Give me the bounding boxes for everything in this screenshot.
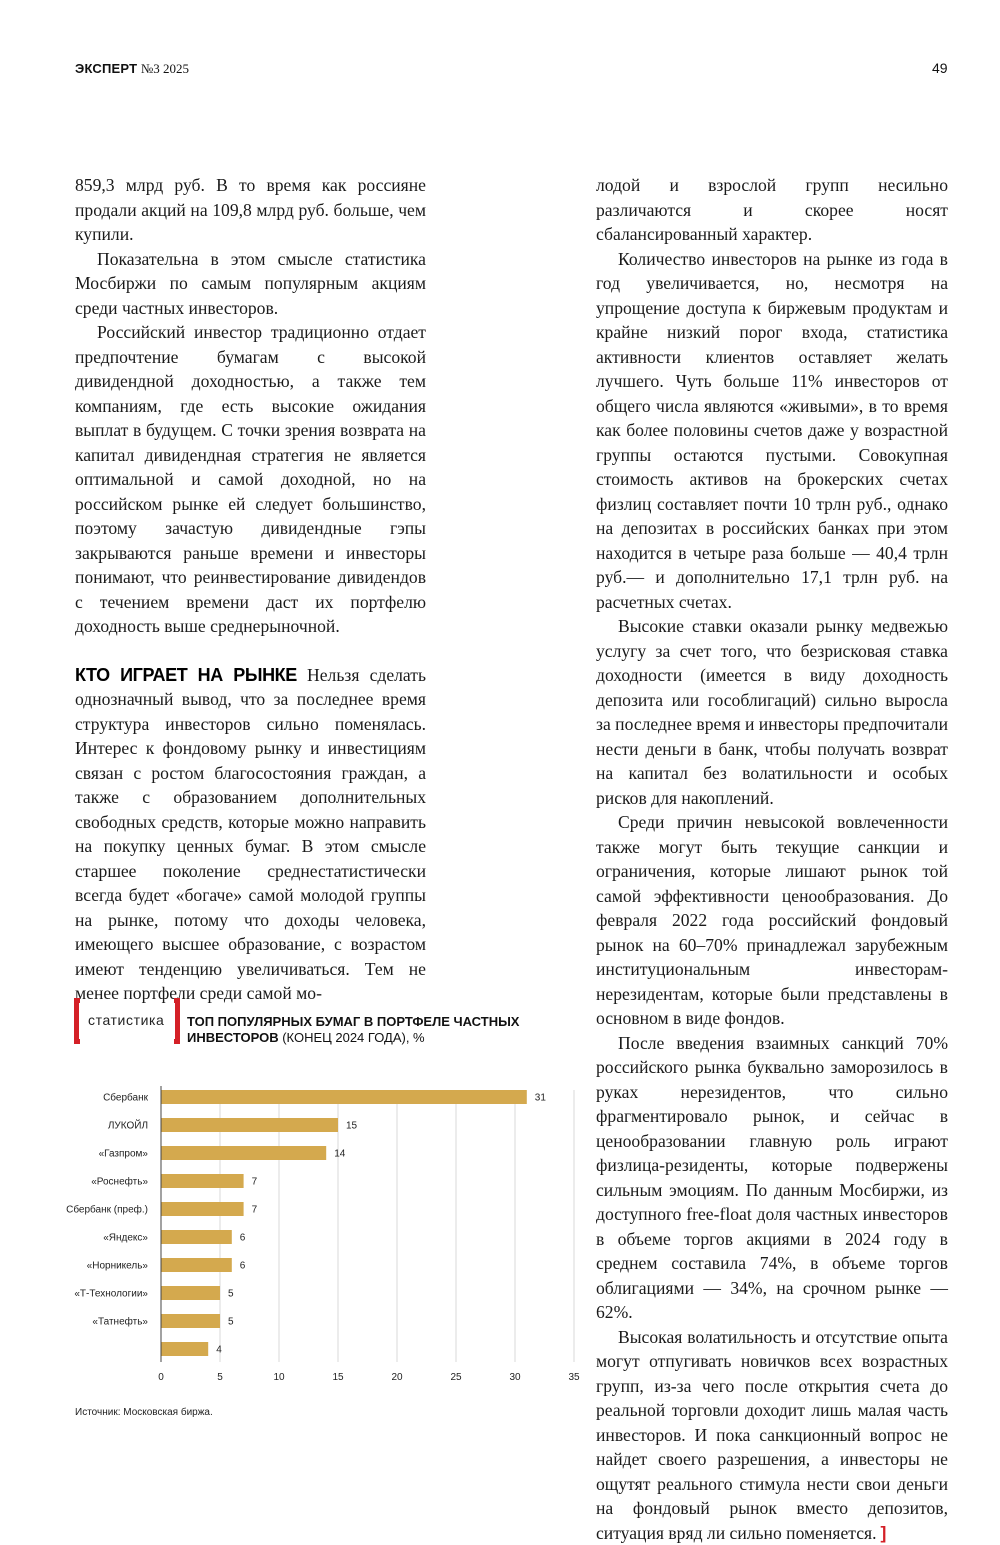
paragraph: Высокие ставки оказали рынку медвежью услугу за счет того, что безрисковая ставка доходности (имеется в виду доходность депозита или гособлигаций) сильно выросла за последнее время и инвесторы предпочитали нести деньги в банк, чтобы получать возврат на капитал без волатильности и особых рисков для накоплений.	[596, 614, 948, 810]
statistics-label: статистика	[88, 1012, 164, 1028]
paragraph-text: Высокая волатильность и отсутствие опыта могут отпугивать новичков всех возрастных групп, из-за чего после открытия счета до реальной торговли доходит лишь малая часть инвесторов. И пока санкционный вопрос не найдет своего разрешения, а инвесторы не ощутят реального стимула нести свои деньги на фондовый рынок вместо депозитов, ситуация вряд ли сильно поменяется.	[596, 1327, 948, 1543]
end-of-article-mark: ]	[881, 1523, 887, 1543]
right-column	[596, 173, 948, 1545]
paragraph: Среди причин невысокой вовлеченности также могут быть текущие санкции и ограничения, которые лишают рынок той самой эффективности ценообразования. До февраля 2022 года российский фондовый рынок на 60–70% принадлежал зарубежным институциональным инвесторам-нерезидентам, которые были представлены в основном в виде фондов.	[596, 810, 948, 1031]
bar	[161, 1146, 326, 1160]
x-tick-label: 15	[332, 1372, 344, 1383]
chart-title-bold: ТОП ПОПУЛЯРНЫХ БУМАГ В ПОРТФЕЛЕ ЧАСТНЫХ ИНВЕСТОРОВ	[187, 1014, 519, 1045]
paragraph-text: Нельзя сделать однозначный вывод, что за последнее время структура инвесторов сильно поменялась. Интерес к фондовому рынку и инвестициям связан с ростом благосостояния граждан, а также с образованием дополнительных свободных средств, которые можно направить на покупку ценных бумаг. В этом смысле старшее поколение среднестатистически всегда будет «богаче» самой молодой группы на рынке, потому что доходы человека, имеющего высшее образование, с возрастом имеют тенденцию увеличиваться. Тем не менее портфели среди самой мо-	[75, 665, 426, 1004]
bar	[161, 1314, 220, 1328]
paragraph: Российский инвестор традиционно отдает предпочтение бумагам с высокой дивидендной доходностью, а также тем компаниям, где есть высокие ожидания выплат в будущем. С точки зрения возврата на капитал дивидендная стратегия не является оптимальной и самой доходной, но на российском рынке ей следует большинство, поэтому зачастую дивидендные гэпы закрываются раньше времени и инвесторы понимают, что реинвестирование дивидендов с течением времени даст их портфелю доходность выше среднерыночной.	[75, 320, 426, 639]
category-label: Сбербанк	[103, 1092, 149, 1104]
category-label: «Газпром»	[99, 1149, 149, 1160]
value-label: 7	[252, 1177, 258, 1188]
x-tick-label: 35	[568, 1372, 580, 1383]
bar	[161, 1286, 220, 1300]
category-label: «Татнефть»	[92, 1316, 148, 1328]
category-label: «Яндекс»	[103, 1233, 148, 1244]
magazine-name: ЭКСПЕРТ	[75, 61, 137, 76]
bar-chart	[60, 1080, 580, 1400]
category-label: «Т-Технологии»	[74, 1289, 148, 1300]
value-label: 7	[252, 1205, 258, 1216]
value-label: 6	[240, 1261, 246, 1272]
value-label: 4	[216, 1345, 222, 1356]
bar	[161, 1202, 244, 1216]
paragraph: Показательна в этом смысле статистика Мосбиржи по самым популярным акциям среди частных инвесторов.	[75, 247, 426, 321]
paragraph-with-subhead	[75, 663, 426, 1006]
paragraph	[596, 1325, 948, 1545]
bar	[161, 1174, 244, 1188]
value-label: 15	[346, 1121, 358, 1132]
left-bracket-icon	[74, 998, 80, 1044]
bar	[161, 1230, 232, 1244]
category-label: Сбербанк (преф.)	[66, 1204, 148, 1216]
bar	[161, 1342, 208, 1356]
issue-number: №3 2025	[141, 61, 189, 76]
bar	[161, 1090, 527, 1104]
left-column	[75, 173, 426, 1006]
right-bracket-icon	[174, 998, 180, 1044]
paragraph: Количество инвесторов на рынке из года в год увеличивается, но, несмотря на упрощение доступа к биржевым продуктам и крайне низкий порог входа, статистика активности клиентов оставляет желать лучшего. Чуть больше 11% инвесторов от общего числа являются «живыми», в то время как более половины счетов даже у возрастной группы остаются пустыми. Совокупная стоимость активов на брокерских счетах физлиц составляет почти 10 трлн руб., однако на депозитах в российских банках при этом находится в четыре раза больше — 40,4 трлн руб.— и дополнительно 17,1 трлн руб. на расчетных счетах.	[596, 247, 948, 615]
paragraph: 859,3 млрд руб. В то время как россияне продали акций на 109,8 млрд руб. больше, чем купили.	[75, 173, 426, 247]
value-label: 14	[334, 1149, 346, 1160]
x-tick-label: 0	[158, 1372, 164, 1383]
page-number: 49	[932, 60, 948, 76]
bar	[161, 1258, 232, 1272]
x-tick-label: 30	[509, 1372, 521, 1383]
x-tick-label: 20	[391, 1372, 403, 1383]
value-label: 31	[535, 1093, 547, 1104]
statistics-box-header	[74, 998, 574, 1046]
x-tick-label: 10	[273, 1372, 285, 1383]
chart-title	[187, 1014, 587, 1046]
value-label: 5	[228, 1317, 234, 1328]
paragraph: После введения взаимных санкций 70% российского рынка буквально заморозилось в руках нерезидентов, что сильно фрагментировало рынок, и сейчас в ценообразовании главную роль играют физлица-резиденты, которые подвержены сильным эмоциям. По данным Мосбиржи, из доступного free-float доля частных инвесторов в объеме торгов акциями в 2024 году в среднем составила 74%, в объеме торгов облигациями — 34%, на срочном рынке — 62%.	[596, 1031, 948, 1325]
x-tick-label: 25	[450, 1372, 462, 1383]
category-label: «Роснефть»	[91, 1176, 148, 1188]
section-subhead: КТО ИГРАЕТ НА РЫНКЕ	[75, 665, 297, 685]
value-label: 5	[228, 1289, 234, 1300]
category-label: ЛУКОЙЛ	[108, 1119, 148, 1132]
chart-source: Источник: Московская биржа.	[75, 1407, 213, 1418]
x-tick-label: 5	[217, 1372, 223, 1383]
running-header	[75, 61, 189, 77]
category-label: «Норникель»	[87, 1261, 149, 1272]
paragraph: лодой и взрослой групп несильно различаются и скорее носят сбалансированный характер.	[596, 173, 948, 247]
value-label: 6	[240, 1233, 246, 1244]
bar	[161, 1118, 338, 1132]
chart-title-rest: (КОНЕЦ 2024 ГОДА), %	[279, 1030, 425, 1045]
